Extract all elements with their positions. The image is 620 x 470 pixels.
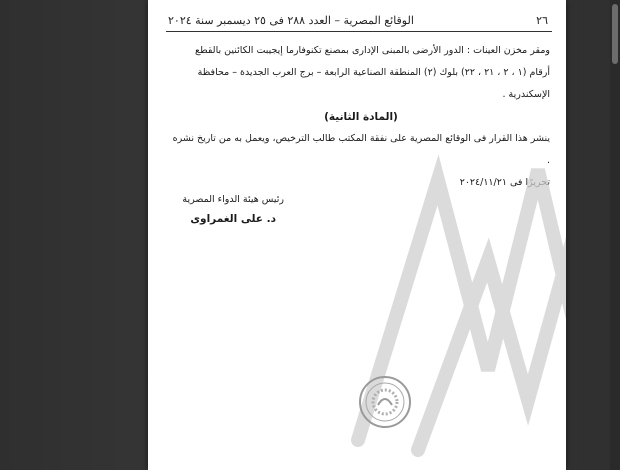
page-header <box>168 14 548 27</box>
paragraph-publication: ينشر هذا القرار فى الوقائع المصرية على نفقة المكتب طالب الترخيص، ويعمل به من تاريخ نشره . <box>172 133 550 166</box>
document-body <box>172 40 550 194</box>
signatory-role: رئيس هيئة الدواء المصرية <box>182 194 284 205</box>
page-number: ٢٦ <box>536 14 548 27</box>
date-line: تحريرًا فى ٢٠٢٤/١١/٢١ <box>459 177 550 188</box>
paragraph-location: ومقر مخزن العينات : الدور الأرضى بالمبنى الإدارى بمصنع تكنوفارما إيجيبت الكائنين بالقطع أرقام (١ ، ٢ ، ٢١ ، ٢٢) بلوك (٢) المنطقة الصناعية الرابعة – برج العرب الجديدة – محافظة الإسكندرية . <box>195 45 550 100</box>
header-title: الوقائع المصرية – العدد ٢٨٨ فى ٢٥ ديسمبر سنة ٢٠٢٤ <box>168 14 414 27</box>
scrollbar-thumb[interactable] <box>612 4 618 64</box>
official-seal <box>358 375 412 429</box>
header-divider <box>166 31 552 32</box>
scrollbar[interactable] <box>610 0 620 470</box>
document-page <box>148 0 566 470</box>
article-title: (المادة الثانية) <box>324 111 398 123</box>
signatory-name: د. على الغمراوى <box>190 213 276 225</box>
signature-block <box>182 194 284 225</box>
